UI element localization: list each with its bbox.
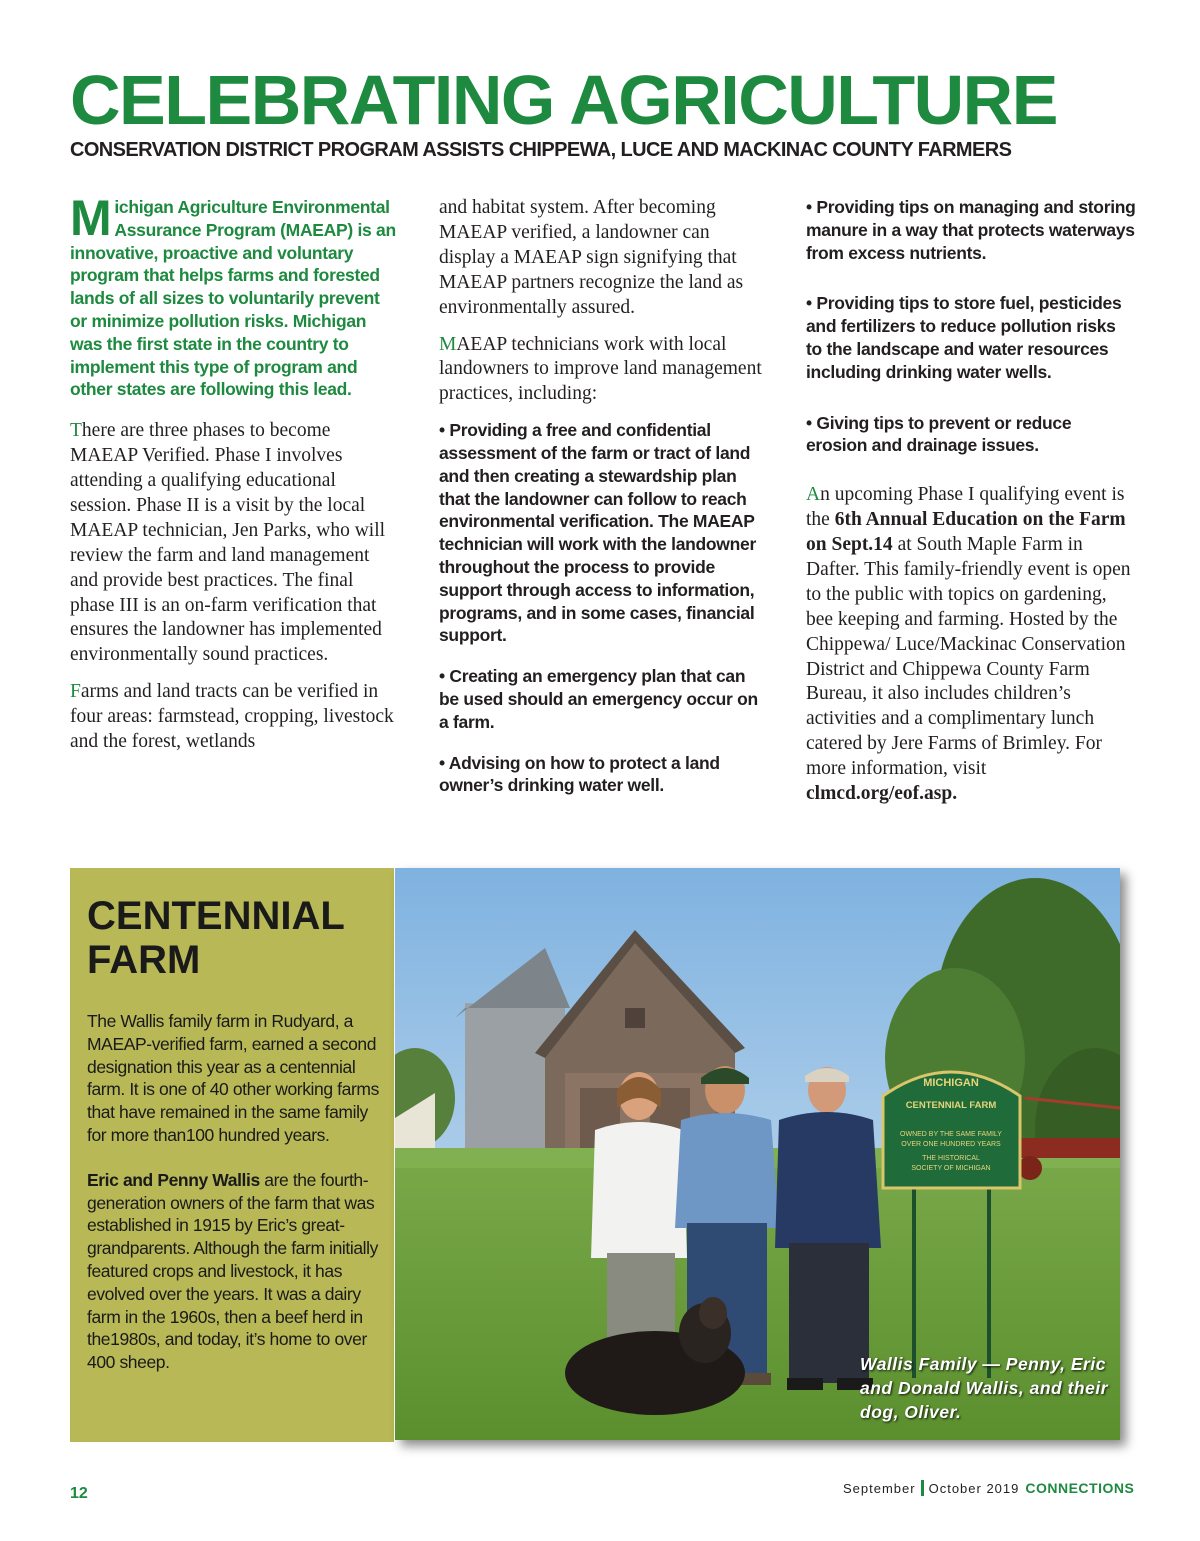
drop-cap: M <box>70 190 112 246</box>
event-name: 6th Annual Education on the Farm on Sept.14 <box>806 509 1126 555</box>
phases-paragraph <box>70 419 400 668</box>
technicians-paragraph <box>439 333 769 408</box>
owners-names: Eric and Penny Wallis <box>87 1169 260 1190</box>
article-column-3 <box>806 196 1136 819</box>
bullet-item: • Providing tips to store fuel, pesticides and fertilizers to reduce pollution risks to the landscape and water resources including drinking water wells. <box>806 293 1122 382</box>
bullet-item: • Advising on how to protect a land owner’s drinking water well. <box>439 752 720 796</box>
areas-text: arms and land tracts can be verified in four areas: farmstead, cropping, livestock and the forest, wetlands <box>70 681 394 753</box>
sign-text: SOCIETY OF MICHIGAN <box>911 1165 991 1172</box>
event-link[interactable]: clmcd.org/eof.asp. <box>806 783 958 805</box>
lead-letter: M <box>439 333 457 355</box>
article-column-2 <box>439 196 769 815</box>
bullet-item: • Creating an emergency plan that can be used should an emergency occur on a farm. <box>439 666 758 732</box>
intro-text: ichigan Agriculture Environmental Assurance Program (MAEAP) is an innovative, proactive and voluntary program that helps farms and forested lands of all sizes to voluntarily prevent or minimize pollution risks. Michigan was the first state in the country to implement this type of program and other states are following this lead. <box>70 197 396 400</box>
event-text: n upcoming Phase I qualifying event is the <box>806 484 1125 531</box>
event-text: at South Maple Farm in Dafter. This family-friendly event is open to the public with topics on gardening, bee keeping and farming. Hosted by the Chippewa/ Luce/Mackinac Conservation District and Chippewa County Farm Bureau, it also includes children’s activities and a complimentary lunch catered by Jere Farms of Brimley. For more information, visit <box>806 533 1131 780</box>
intro-paragraph <box>70 190 400 401</box>
article-column-1 <box>70 190 400 767</box>
sign-arc-text: MICHIGAN <box>923 1077 979 1089</box>
bullet-item: • Providing a free and confidential assessment of the farm or tract of land and then creating a stewardship plan that the landowner can follow to reach environmental verification. The MAEAP technician will work with the landowner throughout the process to provide support through access to information, programs, and in some cases, financial support. <box>439 420 756 646</box>
page-number: 12 <box>70 1485 88 1502</box>
family-farm-photo <box>395 868 1120 1440</box>
sign-text: OVER ONE HUNDRED YEARS <box>901 1141 1001 1148</box>
subheadline: CONSERVATION DISTRICT PROGRAM ASSISTS CHIPPEWA, LUCE AND MACKINAC COUNTY FARMERS <box>70 139 1012 161</box>
sign-arc-text: CENTENNIAL FARM <box>905 1100 997 1111</box>
bullet-item: • Providing tips on managing and storing manure in a way that protects waterways from excess nutrients. <box>806 197 1136 263</box>
panel-body <box>87 1010 383 1396</box>
panel-title: CENTENNIAL FARM <box>87 894 345 982</box>
centennial-farm-panel <box>70 868 394 1442</box>
areas-paragraph <box>70 680 400 755</box>
areas-paragraph-continued: and habitat system. After becoming MAEAP verified, a landowner can display a MAEAP sign signifying that MAEAP partners recognize the land as environmentally assured. <box>439 197 744 318</box>
bullet-item: • Giving tips to prevent or reduce erosion and drainage issues. <box>806 412 1072 456</box>
owners-text: are the fourth-generation owners of the farm that was established in 1915 by Eric’s great-grandparents. Although the farm initially featured crops and livestock, it has evolved over the years. It was a dairy farm in the 1960s, then a beef herd in the1980s, and today, it’s home to over 400 sheep. <box>87 1169 379 1373</box>
photo-caption: Wallis Family — Penny, Eric and Donald Wallis, and their dog, Oliver. <box>860 1354 1109 1422</box>
panel-paragraph <box>87 1169 383 1374</box>
lead-letter: T <box>70 420 82 442</box>
footer-brand: CONNECTIONS <box>1025 1480 1135 1496</box>
footer-month: September <box>843 1481 916 1496</box>
phases-text: here are three phases to become MAEAP Verified. Phase I involves attending a qualifying educational session. Phase II is a visit by the local MAEAP technician, Jen Parks, who will review the farm and land management and provide best practices. The final phase III is an on-farm verification that ensures the landowner has implemented environmentally sound practices. <box>70 420 386 666</box>
headline: CELEBRATING AGRICULTURE <box>70 61 1057 139</box>
event-paragraph <box>806 483 1136 807</box>
sign-text: OWNED BY THE SAME FAMILY <box>900 1131 1002 1138</box>
technicians-text: AEAP technicians work with local landowners to improve land management practices, including: <box>439 333 762 405</box>
sign-text: THE HISTORICAL <box>922 1155 980 1162</box>
footer-month-year: October 2019 <box>928 1481 1020 1496</box>
lead-letter: A <box>806 484 821 506</box>
footer-issue <box>843 1480 1134 1496</box>
panel-paragraph: The Wallis family farm in Rudyard, a MAEAP-verified farm, earned a second designation this year as a centennial farm. It is one of 40 other working farms that have remained in the same family for more than100 hundred years. <box>87 1011 379 1145</box>
footer-separator <box>921 1480 924 1496</box>
lead-letter: F <box>70 681 81 703</box>
